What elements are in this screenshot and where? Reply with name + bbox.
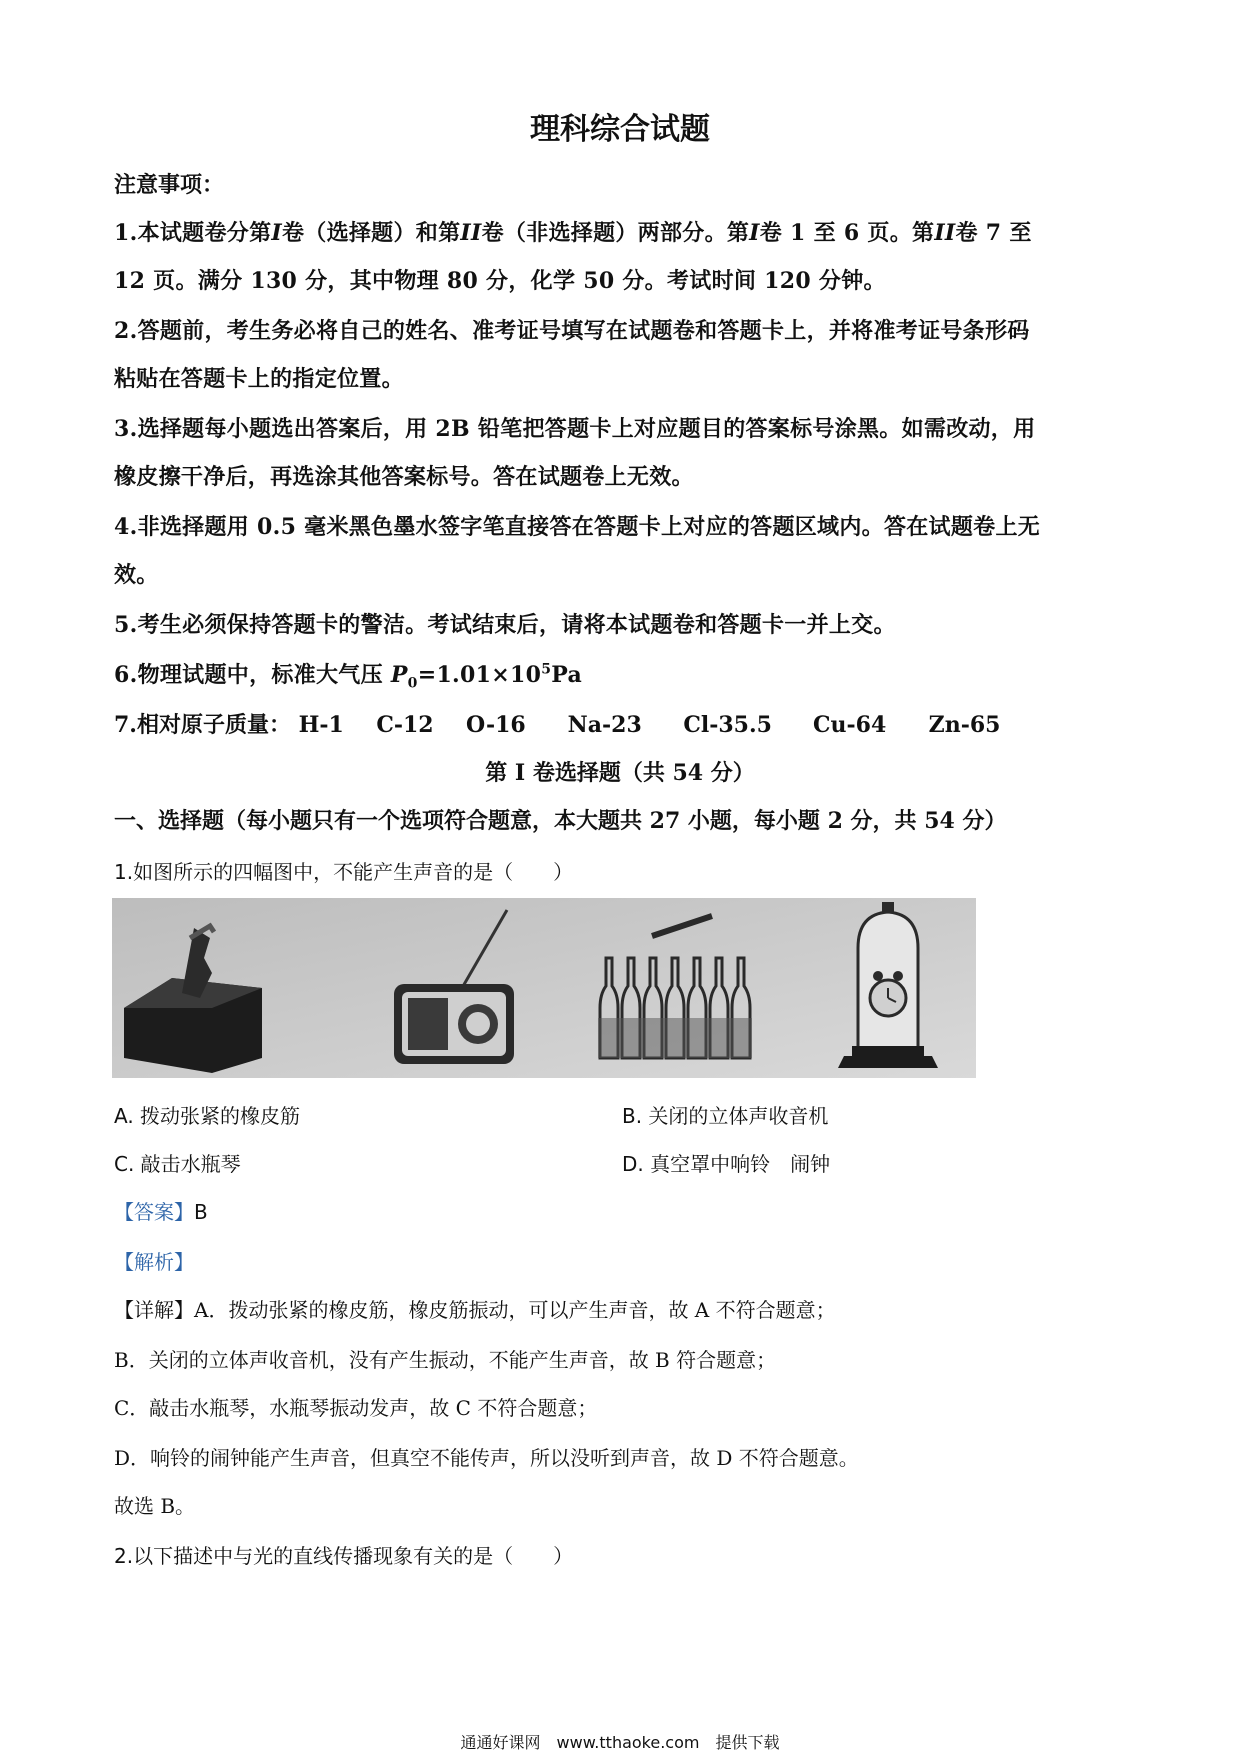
- question-1-detail-d: D．响铃的闹钟能产生声音，但真空不能传声，所以没听到声音，故 D 不符合题意。: [114, 1446, 859, 1470]
- notice-2-line-2: 粘贴在答题卡上的指定位置。: [114, 366, 404, 392]
- notice-4-line-1: 4.非选择题用 0.5 毫米黑色墨水签字笔直接答在答题卡上对应的答题区域内。答在试题卷上无: [114, 514, 1041, 540]
- question-1-option-d: D. 真空罩中响铃 闹钟: [622, 1152, 831, 1176]
- question-1-option-b: B. 关闭的立体声收音机: [622, 1104, 829, 1128]
- question-1-option-c: C. 敲击水瓶琴: [114, 1152, 241, 1176]
- notice-5: 5.考生必须保持答题卡的警洁。考试结束后，请将本试题卷和答题卡一并上交。: [114, 612, 896, 638]
- atom-na: Na-23: [567, 712, 642, 738]
- notice-7-atomic-masses: 7.相对原子质量： H-1 C-12 O-16 Na-23 Cl-35.5 Cu-64 Zn-65: [114, 712, 1001, 738]
- page-title: 理科综合试题: [530, 112, 710, 147]
- notice-heading: 注意事项：: [114, 172, 225, 198]
- notice-2-line-1: 2.答题前，考生务必将自己的姓名、准考证号填写在试题卷和答题卡上，并将准考证号条形码: [114, 318, 1030, 344]
- page-footer: 通通好课网 www.tthaoke.com 提供下载: [460, 1733, 780, 1752]
- atom-zn: Zn-65: [928, 712, 1001, 738]
- notice-6: 6.物理试题中，标准大气压 $P_0=1.01\times 10^5Pa$: [114, 661, 583, 692]
- notice-3-line-2: 橡皮擦干净后，再选涂其他答案标号。答在试题卷上无效。: [114, 464, 694, 490]
- notice-3-line-1: 3.选择题每小题选出答案后，用 2B 铅笔把答题卡上对应题目的答案标号涂黑。如需改动，用: [114, 416, 1036, 442]
- atom-cu: Cu-64: [813, 712, 887, 738]
- atom-o: O-16: [465, 712, 526, 738]
- question-1-analysis-label: 【解析】: [114, 1250, 194, 1274]
- notice-1-line-1: 1.本试题卷分第I卷（选择题）和第II卷（非选择题）两部分。第I卷 1 至 6 页。第II卷 7 至: [114, 220, 1032, 246]
- atom-cl: Cl-35.5: [683, 712, 772, 738]
- notice-1-line-2: 12 页。满分 130 分，其中物理 80 分，化学 50 分。考试时间 120 分钟。: [114, 268, 886, 294]
- question-1-illustration: [112, 898, 976, 1078]
- question-1-detail-c: C．敲击水瓶琴，水瓶琴振动发声，故 C 不符合题意；: [114, 1396, 598, 1420]
- atom-c: C-12: [376, 712, 434, 738]
- question-1-detail-b: B．关闭的立体声收音机，没有产生振动，不能产生声音，故 B 符合题意；: [114, 1348, 777, 1372]
- question-1-detail-a: 【详解】A．拨动张紧的橡皮筋，橡皮筋振动，可以产生声音，故 A 不符合题意；: [114, 1298, 836, 1322]
- question-1-stem: 1.如图所示的四幅图中，不能产生声音的是（ ）: [114, 860, 574, 884]
- question-2-stem: 2.以下描述中与光的直线传播现象有关的是（ ）: [114, 1544, 574, 1568]
- part-title: 一、选择题（每小题只有一个选项符合题意，本大题共 27 小题，每小题 2 分，共 54 分）: [114, 808, 1007, 834]
- question-1-conclusion: 故选 B。: [114, 1494, 196, 1518]
- atom-h: H-1: [298, 712, 344, 738]
- section-title: 第 I 卷选择题（共 54 分）: [485, 760, 755, 786]
- notice-4-line-2: 效。: [114, 562, 159, 588]
- question-1-figure: [112, 898, 976, 1078]
- question-1-answer: 【答案】B: [114, 1200, 208, 1224]
- question-1-option-a: A. 拨动张紧的橡皮筋: [114, 1104, 301, 1128]
